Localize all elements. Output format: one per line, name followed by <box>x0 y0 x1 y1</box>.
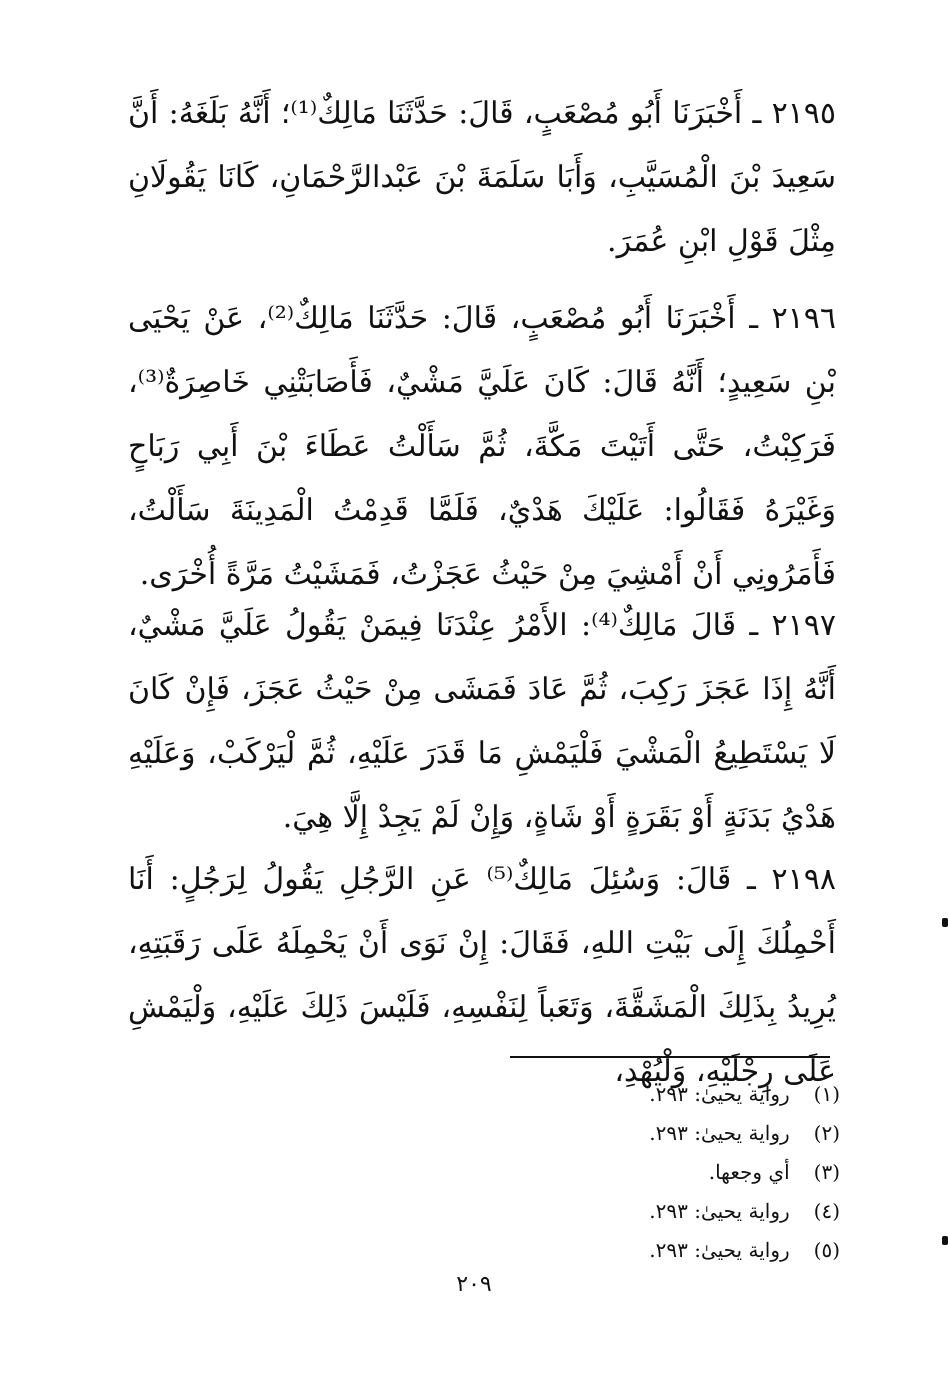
footnote-item <box>480 1231 840 1270</box>
footnote-item <box>480 1153 840 1192</box>
footnote-number: (٤) <box>813 1199 840 1223</box>
scan-edge-mark <box>942 1236 948 1245</box>
footnote-number: (٣) <box>813 1160 840 1184</box>
footnote-item <box>480 1114 840 1153</box>
paragraph-text: ٢١٩٥ ـ أَخْبَرَنَا أَبُو مُصْعَبٍ، قَالَ: حَدَّثَنَا مَالِكٌ⁽¹⁾؛ أَنَّهُ بَلَغَهُ: أَنَّ سَعِيدَ بْنَ الْمُسَيَّبِ، وَأَبَا سَلَمَةَ بْنَ عَبْدالرَّحْمَانِ، كَانَا يَقُولَانِ مِثْلَ قَوْلِ ابْنِ عُمَرَ. <box>128 96 837 259</box>
paragraph-text: ٢١٩٧ ـ قَالَ مَالِكٌ⁽⁴⁾: الأَمْرُ عِنْدَنَا فِيمَنْ يَقُولُ عَلَيَّ مَشْيٌ، أَنَّهُ إِذَا عَجَزَ رَكِبَ، ثُمَّ عَادَ فَمَشَى مِنْ حَيْثُ عَجَزَ، فَإِنْ كَانَ لَا يَسْتَطِيعُ الْمَشْيَ فَلْيَمْشِ مَا قَدَرَ عَلَيْهِ، ثُمَّ لْيَرْكَبْ، وَعَلَيْهِ هَدْيُ بَدَنَةٍ أَوْ بَقَرَةٍ أَوْ شَاةٍ، وَإِنْ لَمْ يَجِدْ إِلَّا هِيَ. <box>128 608 836 835</box>
scan-edge-mark <box>942 918 948 927</box>
footnote-text: أي وجعها. <box>708 1160 790 1184</box>
footnote-item <box>480 1075 840 1114</box>
paragraph-2198 <box>128 848 836 1104</box>
page-number: ٢٠٩ <box>456 1272 492 1297</box>
footnote-text: رواية يحيىٰ: ٢٩٣. <box>649 1199 790 1223</box>
footnote-number: (٥) <box>813 1238 840 1262</box>
footnote-item <box>480 1192 840 1231</box>
footnote-number: (١) <box>813 1082 840 1106</box>
paragraph-text: ٢١٩٨ ـ قَالَ: وَسُئِلَ مَالِكٌ⁽⁵⁾ عَنِ الرَّجُلِ يَقُولُ لِرَجُلٍ: أَنَا أَحْمِلُكَ إِلَى بَيْتِ اللهِ، فَقَالَ: إِنْ نَوَى أَنْ يَحْمِلَهُ عَلَى رَقَبَتِهِ، يُرِيدُ بِذَلِكَ الْمَشَقَّةَ، وَتَعَباً لِنَفْسِهِ، فَلَيْسَ ذَلِكَ عَلَيْهِ، وَلْيَمْشِ عَلَى رِجْلَيْهِ، وَلْيُهْدِ، <box>128 862 836 1089</box>
footnote-text: رواية يحيىٰ: ٢٩٣. <box>649 1082 790 1106</box>
paragraph-2195 <box>128 82 836 274</box>
paragraph-2196 <box>128 287 836 607</box>
footnotes <box>480 1075 840 1270</box>
footnote-text: رواية يحيىٰ: ٢٩٣. <box>649 1238 790 1262</box>
paragraph-2197 <box>128 594 836 850</box>
footnote-text: رواية يحيىٰ: ٢٩٣. <box>649 1121 790 1145</box>
footnote-separator <box>510 1056 830 1058</box>
paragraph-text: ٢١٩٦ ـ أَخْبَرَنَا أَبُو مُصْعَبٍ، قَالَ: حَدَّثَنَا مَالِكٌ⁽²⁾، عَنْ يَحْيَى بْنِ سَعِيدٍ؛ أَنَّهُ قَالَ: كَانَ عَلَيَّ مَشْيٌ، فَأَصَابَتْنِي خَاصِرَةٌ⁽³⁾، فَرَكِبْتُ، حَتَّى أَتَيْتَ مَكَّةَ، ثُمَّ سَأَلْتُ عَطَاءَ بْنَ أَبِي رَبَاحٍ وَغَيْرَهُ فَقَالُوا: عَلَيْكَ هَدْيٌ، فَلَمَّا قَدِمْتُ الْمَدِينَةَ سَأَلْتُ، فَأَمَرُونِي أَنْ أَمْشِيَ مِنْ حَيْثُ عَجَزْتُ، فَمَشَيْتُ مَرَّةً أُخْرَى. <box>128 301 837 592</box>
footnote-number: (٢) <box>813 1121 840 1145</box>
